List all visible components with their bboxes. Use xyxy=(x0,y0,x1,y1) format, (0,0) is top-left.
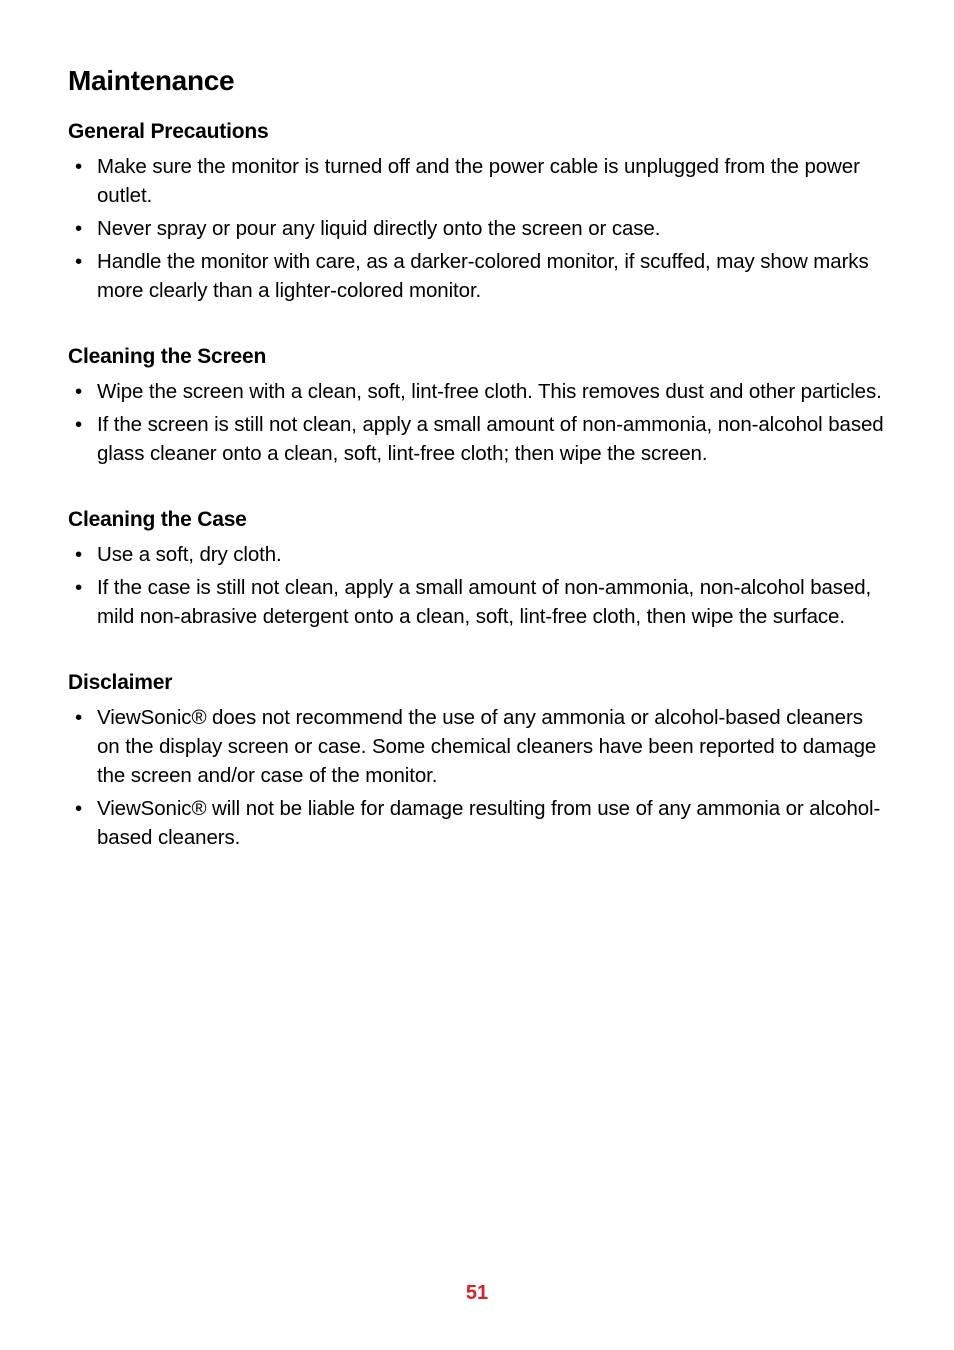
list-item-text: If the screen is still not clean, apply a small amount of non-ammonia, non-alcohol based glass cleaner onto a clean, soft, lint-free cloth; then wipe the screen. xyxy=(97,413,884,465)
section-cleaning-screen xyxy=(68,343,888,468)
bullet-icon: • xyxy=(75,797,83,820)
list-item xyxy=(68,703,888,790)
section-cleaning-case xyxy=(68,506,888,631)
bullet-icon: • xyxy=(75,543,83,566)
bullet-icon: • xyxy=(75,250,83,273)
section-disclaimer xyxy=(68,669,888,852)
list-item xyxy=(68,794,888,852)
list-item xyxy=(68,247,888,305)
list-item-text: If the case is still not clean, apply a small amount of non-ammonia, non-alcohol based, mild non-abrasive detergent onto a clean, soft, lint-free cloth, then wipe the surface. xyxy=(97,576,872,628)
section-heading: General Precautions xyxy=(68,120,269,143)
section-heading: Cleaning the Screen xyxy=(68,345,267,368)
page-number: 51 xyxy=(465,1282,489,1304)
list-item xyxy=(68,377,888,406)
page-title: Maintenance xyxy=(68,65,235,96)
list-item xyxy=(68,152,888,210)
bullet-list xyxy=(68,152,888,305)
list-item-text: ViewSonic® does not recommend the use of any ammonia or alcohol-based cleaners on the display screen or case. Some chemical cleaners have been reported to damage the screen and/or case of the monitor. xyxy=(97,706,877,787)
bullet-icon: • xyxy=(75,217,83,240)
bullet-list xyxy=(68,540,888,631)
page-content xyxy=(68,62,888,856)
list-item-text: Make sure the monitor is turned off and the power cable is unplugged from the power outlet. xyxy=(97,155,860,207)
bullet-icon: • xyxy=(75,155,83,178)
list-item-text: ViewSonic® will not be liable for damage resulting from use of any ammonia or alcohol-based cleaners. xyxy=(97,797,881,849)
section-heading: Disclaimer xyxy=(68,671,173,694)
bullet-icon: • xyxy=(75,576,83,599)
list-item xyxy=(68,573,888,631)
section-heading: Cleaning the Case xyxy=(68,508,247,531)
list-item xyxy=(68,540,888,569)
bullet-icon: • xyxy=(75,706,83,729)
bullet-icon: • xyxy=(75,380,83,403)
bullet-list xyxy=(68,377,888,468)
list-item-text: Never spray or pour any liquid directly onto the screen or case. xyxy=(97,217,661,240)
list-item-text: Wipe the screen with a clean, soft, lint-free cloth. This removes dust and other particles. xyxy=(97,380,882,403)
section-general-precautions xyxy=(68,118,888,305)
list-item-text: Use a soft, dry cloth. xyxy=(97,543,282,566)
list-item-text: Handle the monitor with care, as a darker-colored monitor, if scuffed, may show marks more clearly than a lighter-colored monitor. xyxy=(97,250,869,302)
bullet-list xyxy=(68,703,888,852)
bullet-icon: • xyxy=(75,413,83,436)
list-item xyxy=(68,214,888,243)
list-item xyxy=(68,410,888,468)
